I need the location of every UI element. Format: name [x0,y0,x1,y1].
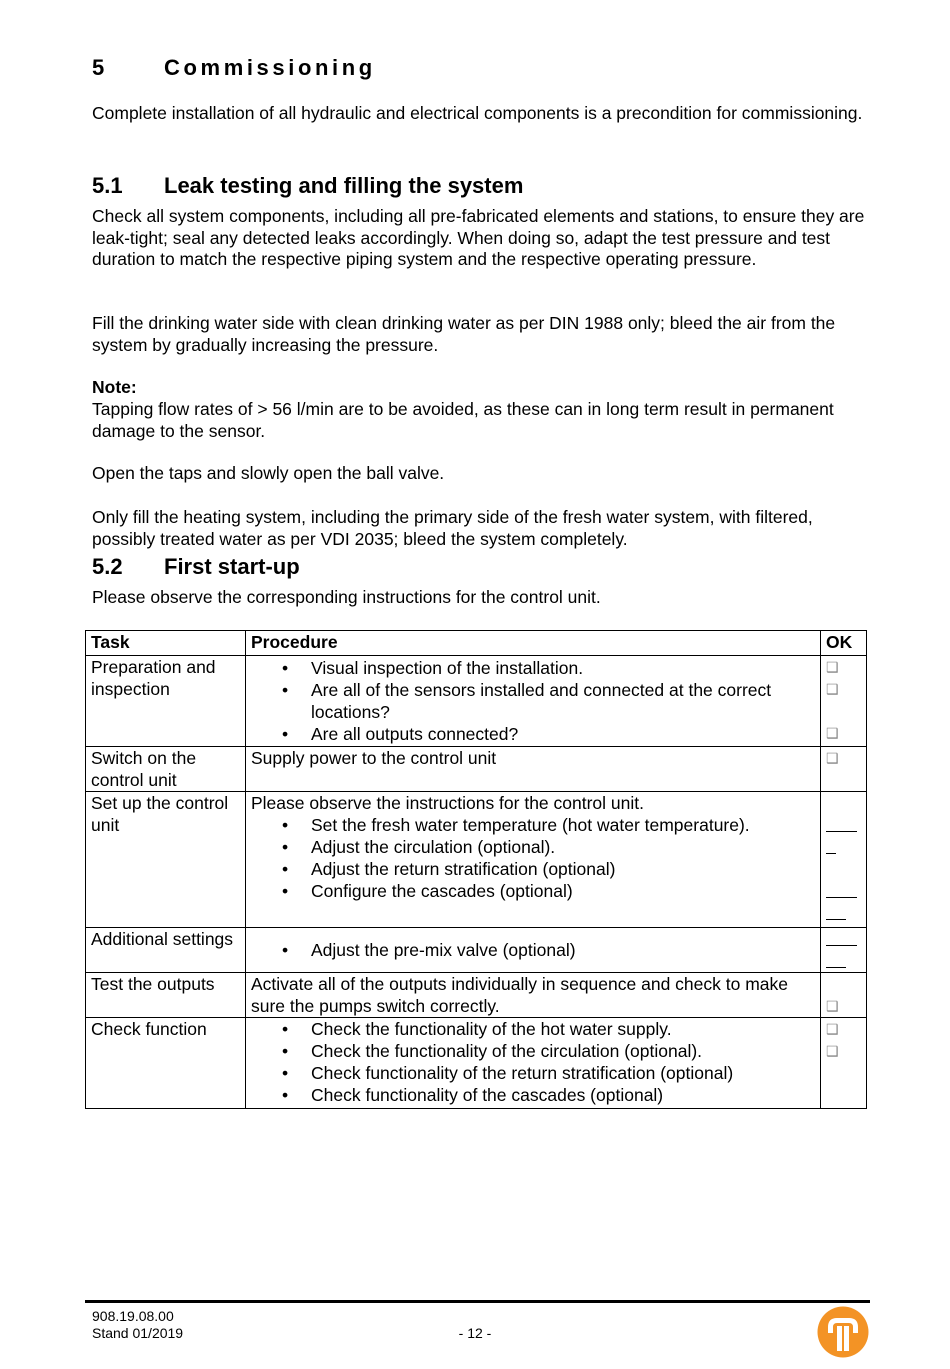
ok-line [826,928,861,950]
ok-cell [821,973,867,1018]
note-text: Tapping flow rates of > 56 l/min are to be avoided, as these can in long term result in permanent damage to the sensor. [92,399,834,441]
procedure-cell: Activate all of the outputs individually in sequence and check to make sure the pumps switch correctly. [246,973,821,1018]
company-logo-icon [817,1306,869,1358]
page-number: - 12 - [458,1325,492,1341]
task-cell: Set up the control unit [86,792,246,928]
table-row [86,973,867,1018]
ok-cell [821,1018,867,1109]
list-item: • Check the functionality of the hot water supply. [251,1018,815,1040]
list-item: • Set the fresh water temperature (hot water temperature). [251,814,815,836]
header-task: Task [86,631,246,656]
table-row [86,792,867,928]
ok-line [826,950,861,972]
procedure-text: Please observe the instructions for the control unit. [251,793,644,813]
header-ok: OK [821,631,867,656]
subsection-heading [92,173,523,199]
list-item: • Are all of the sensors installed and connected at the correct locations? [251,679,815,723]
commissioning-table [85,630,867,1109]
checkbox-icon: ❑ [826,725,839,741]
paragraph: Open the taps and slowly open the ball valve. [92,463,445,483]
ok-line [826,902,861,924]
list-item: • Configure the cascades (optional) [251,880,815,902]
ok-cell [821,656,867,747]
checkbox-icon: ❑ [826,750,839,766]
table-row [86,656,867,747]
checkbox-icon: ❑ [826,681,839,697]
task-cell: Switch on the control unit [86,747,246,792]
task-cell: Check function [86,1018,246,1109]
note-label: Note: [92,377,137,397]
checkbox-icon: ❑ [826,1021,839,1037]
ok-line [826,880,861,902]
list-item: • Adjust the pre-mix valve (optional) [251,939,815,961]
paragraph: Only fill the heating system, including the primary side of the fresh water system, with filtered, possibly treated water as per VDI 2035; bleed the system completely. [92,507,813,549]
task-cell: Additional settings [86,928,246,973]
list-item: • Check the functionality of the circulation (optional). [251,1040,815,1062]
subsection-heading [92,554,300,580]
procedure-cell: Supply power to the control unit [246,747,821,792]
doc-stand: Stand 01/2019 [92,1325,184,1341]
procedure-cell [246,792,821,928]
section-number: 5 [92,55,105,80]
paragraph: Check all system components, including all pre-fabricated elements and stations, to ensure they are leak-tight; seal any detected leaks accordingly. When doing so, adapt the test pressure and test duration to match the respective piping system and the respective operating pressure. [92,206,865,269]
subsection-number: 5.1 [92,173,123,198]
doc-number: 908.19.08.00 [92,1308,174,1324]
table-row [86,928,867,973]
list-item: • Adjust the circulation (optional). [251,836,815,858]
list-item: • Are all outputs connected? [251,723,815,745]
section-title: Commissioning [164,55,376,80]
procedure-cell [246,656,821,747]
ok-line [826,814,861,836]
section-intro: Complete installation of all hydraulic and electrical components is a precondition for commissioning. [92,103,863,123]
task-cell: Preparation and inspection [86,656,246,747]
subsection-title: First start-up [164,554,300,579]
ok-cell [821,792,867,928]
table-header-row [86,631,867,656]
footer-rule [85,1300,870,1303]
subsection-title: Leak testing and filling the system [164,173,524,198]
list-item: • Visual inspection of the installation. [251,657,815,679]
subsection-number: 5.2 [92,554,123,579]
checkbox-icon: ❑ [826,998,839,1014]
list-item: • Check functionality of the cascades (optional) [251,1084,815,1106]
table-row [86,1018,867,1109]
table-row [86,747,867,792]
list-item: • Check functionality of the return stratification (optional) [251,1062,815,1084]
task-cell: Test the outputs [86,973,246,1018]
section-intro: Please observe the corresponding instructions for the control unit. [92,587,601,607]
ok-cell [821,928,867,973]
procedure-cell [246,1018,821,1109]
section-heading [92,55,376,81]
procedure-cell [246,928,821,973]
ok-line [826,836,861,858]
ok-cell [821,747,867,792]
checkbox-icon: ❑ [826,659,839,675]
checkbox-icon: ❑ [826,1043,839,1059]
list-item: • Adjust the return stratification (optional) [251,858,815,880]
paragraph: Fill the drinking water side with clean drinking water as per DIN 1988 only; bleed the air from the system by gradually increasing the pressure. [92,313,836,355]
header-procedure: Procedure [246,631,821,656]
